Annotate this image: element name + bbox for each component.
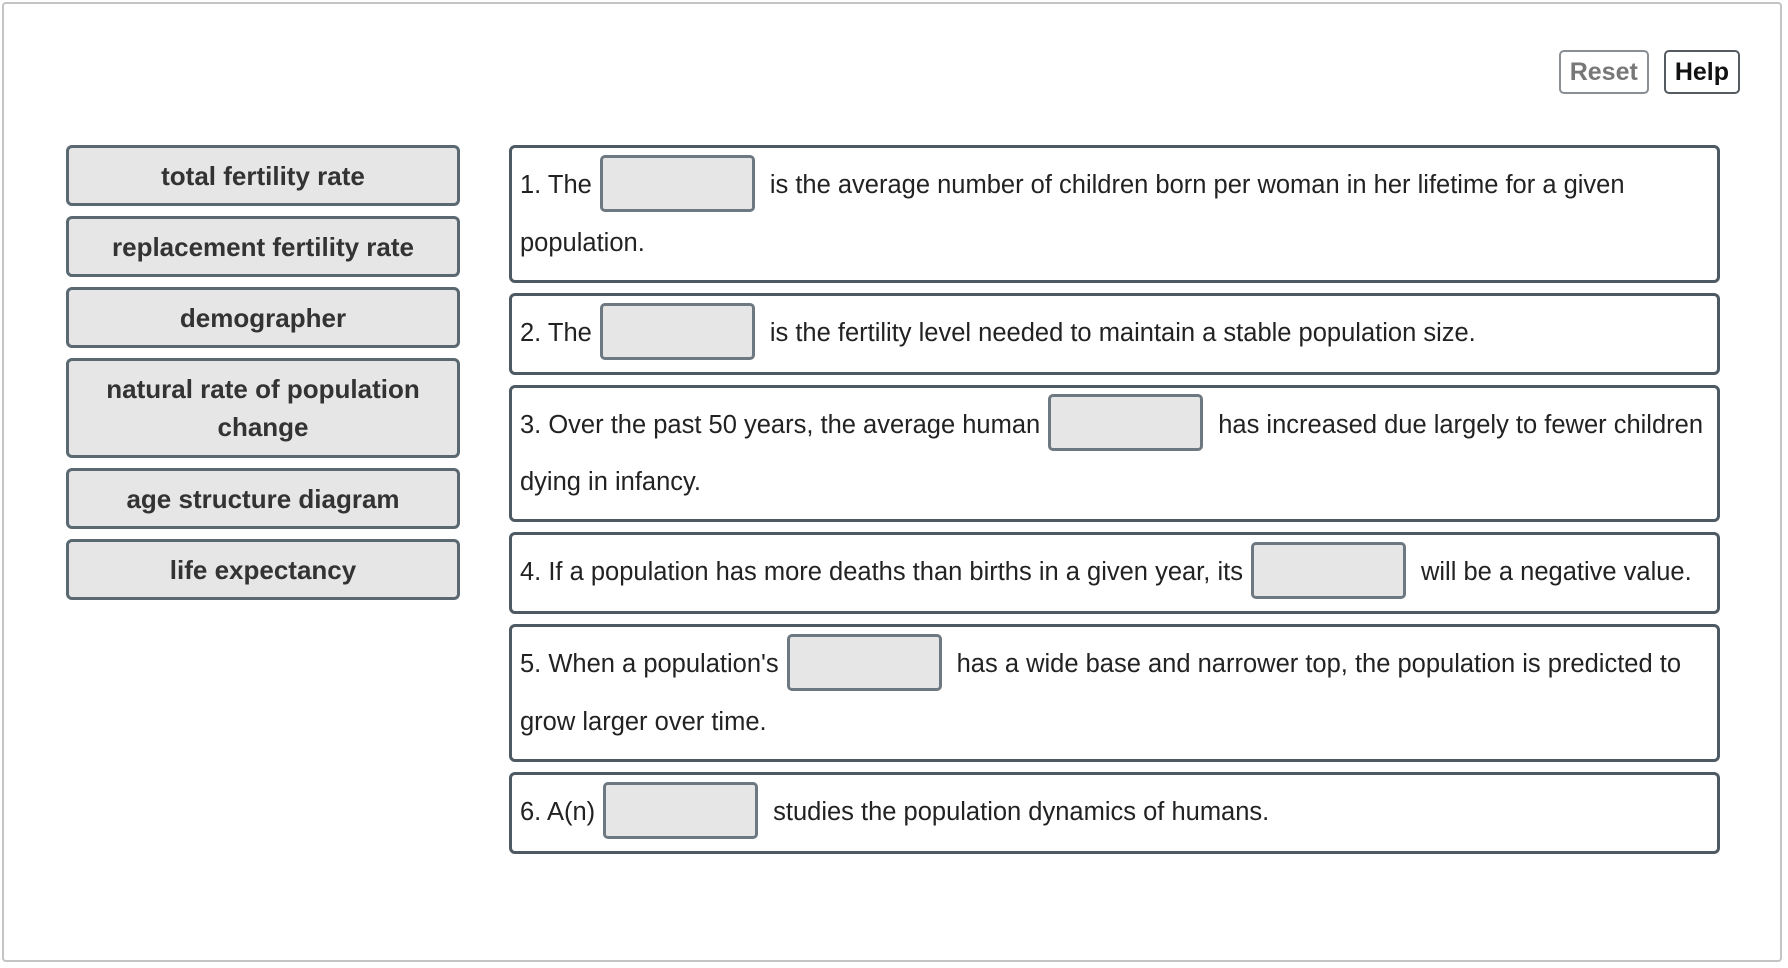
question-2 (509, 293, 1720, 375)
answer-bank (66, 145, 460, 600)
help-button[interactable]: Help (1664, 50, 1740, 94)
toolbar (1559, 50, 1740, 94)
choice-replacement-fertility-rate[interactable]: replacement fertility rate (66, 216, 460, 277)
activity-frame (2, 2, 1782, 962)
question-1-before: 1. The (520, 171, 592, 199)
question-5-before: 5. When a population's (520, 650, 779, 679)
drop-target-2[interactable] (600, 303, 755, 360)
question-4-after: will be a negative value. (1420, 558, 1692, 587)
drop-target-3[interactable] (1048, 394, 1203, 451)
reset-button[interactable]: Reset (1559, 50, 1649, 94)
question-6 (509, 772, 1720, 854)
drop-target-4[interactable] (1251, 542, 1406, 599)
question-2-after: is the fertility level needed to maintain a stable population size. (769, 318, 1476, 347)
question-4-before: 4. If a population has more deaths than births in a given year, its (520, 558, 1243, 587)
question-2-before: 2. The (520, 318, 592, 347)
question-3 (509, 385, 1720, 523)
choice-life-expectancy[interactable]: life expectancy (66, 539, 460, 600)
choice-total-fertility-rate[interactable]: total fertility rate (66, 145, 460, 206)
question-6-before: 6. A(n) (520, 797, 596, 826)
question-3-after: has increased due largely to fewer children dying in infancy. (520, 410, 1704, 497)
question-6-after: studies the population dynamics of humans. (773, 797, 1270, 826)
question-3-before: 3. Over the past 50 years, the average human (520, 410, 1041, 439)
question-5-after: has a wide base and narrower top, the population is predicted to grow larger over time. (520, 650, 1682, 736)
drop-target-5[interactable] (787, 634, 942, 691)
choice-age-structure-diagram[interactable]: age structure diagram (66, 468, 460, 529)
drop-target-6[interactable] (603, 782, 758, 839)
question-4 (509, 532, 1720, 614)
question-list (509, 145, 1720, 854)
drop-target-1[interactable] (600, 155, 755, 212)
question-5 (509, 624, 1720, 762)
choice-demographer[interactable]: demographer (66, 287, 460, 348)
choice-natural-rate-of-population-change[interactable]: natural rate of population change (66, 358, 460, 458)
question-1 (509, 145, 1720, 283)
question-1-after: is the average number of children born per woman in her lifetime for a given population. (520, 171, 1625, 257)
